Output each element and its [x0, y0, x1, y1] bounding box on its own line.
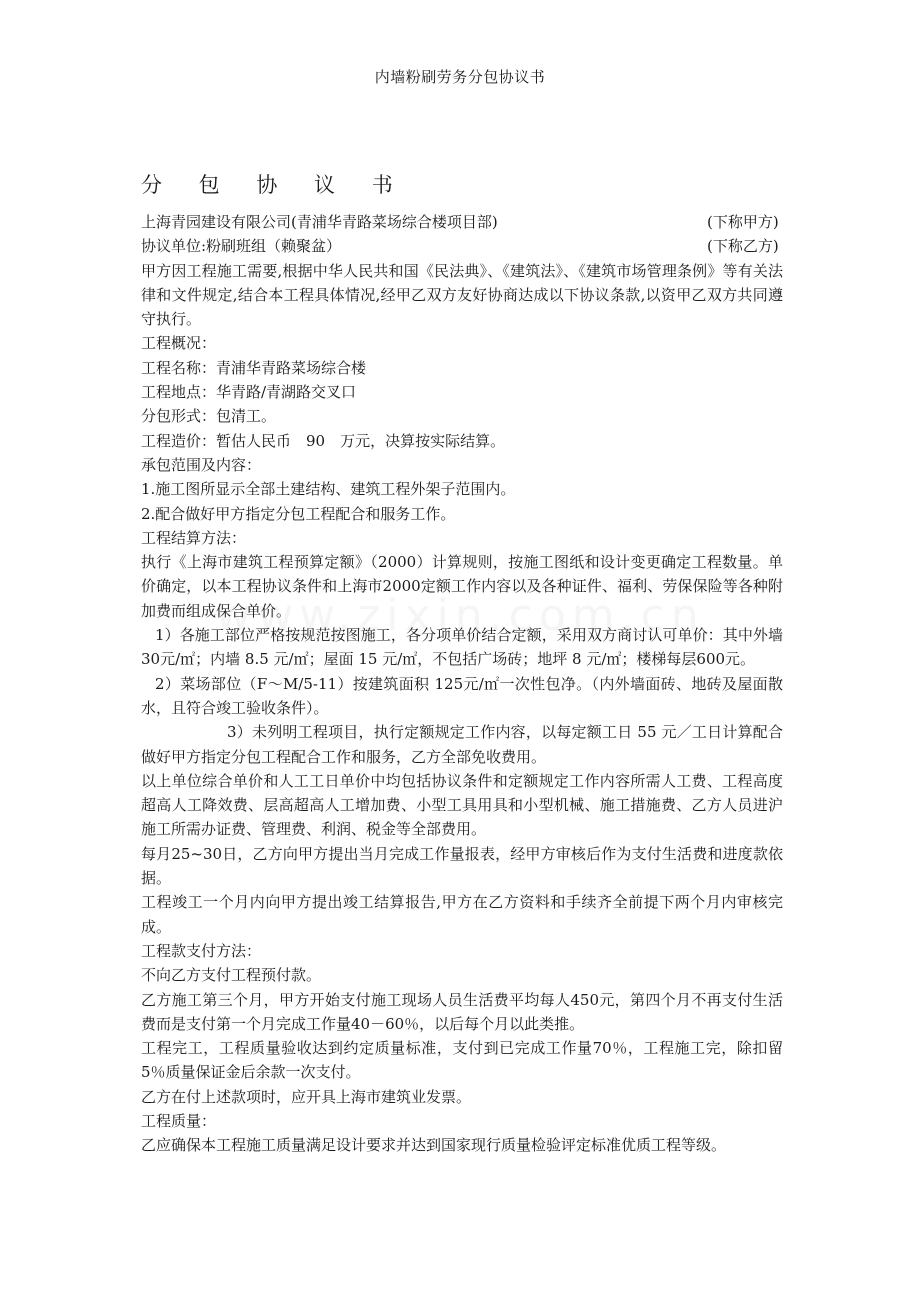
section-heading: 承包范围及内容： [141, 455, 262, 474]
payment-paragraph: 不向乙方支付工程预付款。 [141, 966, 322, 985]
subcontract-form: 分包形式：包清工。 [141, 407, 277, 426]
preamble: 甲方因工程施工需要,根据中华人民共和国《民法典》、《建筑法》、《建筑市场管理条例》等有关法律和文件规定,结合本工程具体情况,经甲乙双方友好协商达成以下协议条款,以资甲乙双方共同遵守执行。 [141, 261, 783, 329]
scope-item: 1.施工图所显示全部土建结构、建筑工程外架子范围内。 [141, 480, 516, 499]
party-a-line [141, 210, 783, 234]
document-body [141, 170, 783, 1158]
payment-paragraph: 乙方在付上述款项时，应开具上海市建筑业发票。 [141, 1087, 472, 1106]
party-a-alias: (下称甲方) [707, 213, 779, 231]
quality-paragraph: 乙应确保本工程施工质量满足设计要求并达到国家现行质量检验评定标准优质工程等级。 [141, 1136, 727, 1155]
settlement-paragraph: 每月25~30日，乙方向甲方提出当月完成工作量报表，经甲方审核后作为支付生活费和进度款依据。 [141, 844, 783, 888]
scope-item: 2.配合做好甲方指定分包工程配合和服务工作。 [141, 504, 456, 523]
party-b-line [141, 234, 783, 258]
settlement-paragraph: 以上单位综合单价和人工工日单价中均包括协议条件和定额规定工作内容所需人工费、工程高度超高人工降效费、层高超高人工增加费、小型工具用具和小型机械、施工措施费、乙方人员进沪施工所需办证费、管理费、利润、税金等全部费用。 [141, 771, 783, 839]
settlement-paragraph: 工程竣工一个月内向甲方提出竣工结算报告,甲方在乙方资料和手续齐全前提下两个月内审核完成。 [141, 893, 783, 936]
project-location: 工程地点：华青路/青湖路交叉口 [141, 383, 357, 402]
unit-price-item: 2）菜场部位（F～M/5-11）按建筑面积 125元/㎡一次性包净。（内外墙面砖、地砖及屋面散水，且符合竣工验收条件）。 [141, 674, 783, 717]
payment-paragraph: 乙方施工第三个月，甲方开始支付施工现场人员生活费平均每人450元，第四个月不再支付生活费而是支付第一个月完成工作量40－60％，以后每个月以此类推。 [141, 990, 783, 1033]
unit-price-item: 1）各施工部位严格按规范按图施工，各分项单价结合定额，采用双方商讨认可单价：其中外墙 30元/㎡；内墙 8.5 元/㎡；屋面 15 元/㎡，不包括广场砖；地坪 8 元/㎡；楼梯每层600元。 [141, 626, 783, 669]
section-heading: 工程质量： [141, 1111, 217, 1130]
settlement-paragraph: 执行《上海市建筑工程预算定额》（2000）计算规则，按施工图纸和设计变更确定工程数量。单价确定，以本工程协议条件和上海市2000定额工作内容以及各种证件、福利、劳保保险等各种附加费而组成保合单价。 [141, 553, 783, 620]
section-heading: 工程概况： [141, 334, 217, 353]
section-heading: 工程款支付方法： [141, 941, 262, 960]
unit-price-item: 3）未列明工程项目，执行定额规定工作内容，以每定额工日 55 元／工日计算配合做好甲方指定分包工程配合工作和服务，乙方全部免收费用。 [141, 723, 783, 766]
payment-paragraph: 工程完工，工程质量验收达到约定质量标准，支付到已完成工作量70％，工程施工完，除扣留5％质量保证金后余款一次支付。 [141, 1039, 783, 1082]
section-heading: 工程结算方法： [141, 528, 247, 547]
party-b-name: 协议单位:粉刷班组（赖聚盆） [141, 237, 342, 256]
party-a-name: 上海青园建设有限公司(青浦华青路菜场综合楼项目部) [141, 213, 498, 231]
project-name: 工程名称：青浦华青路菜场综合楼 [141, 358, 367, 377]
project-cost: 工程造价：暂估人民币 90 万元，决算按实际结算。 [141, 431, 506, 450]
document-title: 分 包 协 议 书 [141, 173, 408, 197]
page-header: 内墙粉刷劳务分包协议书 [374, 68, 546, 86]
party-b-alias: (下称乙方) [707, 237, 779, 256]
